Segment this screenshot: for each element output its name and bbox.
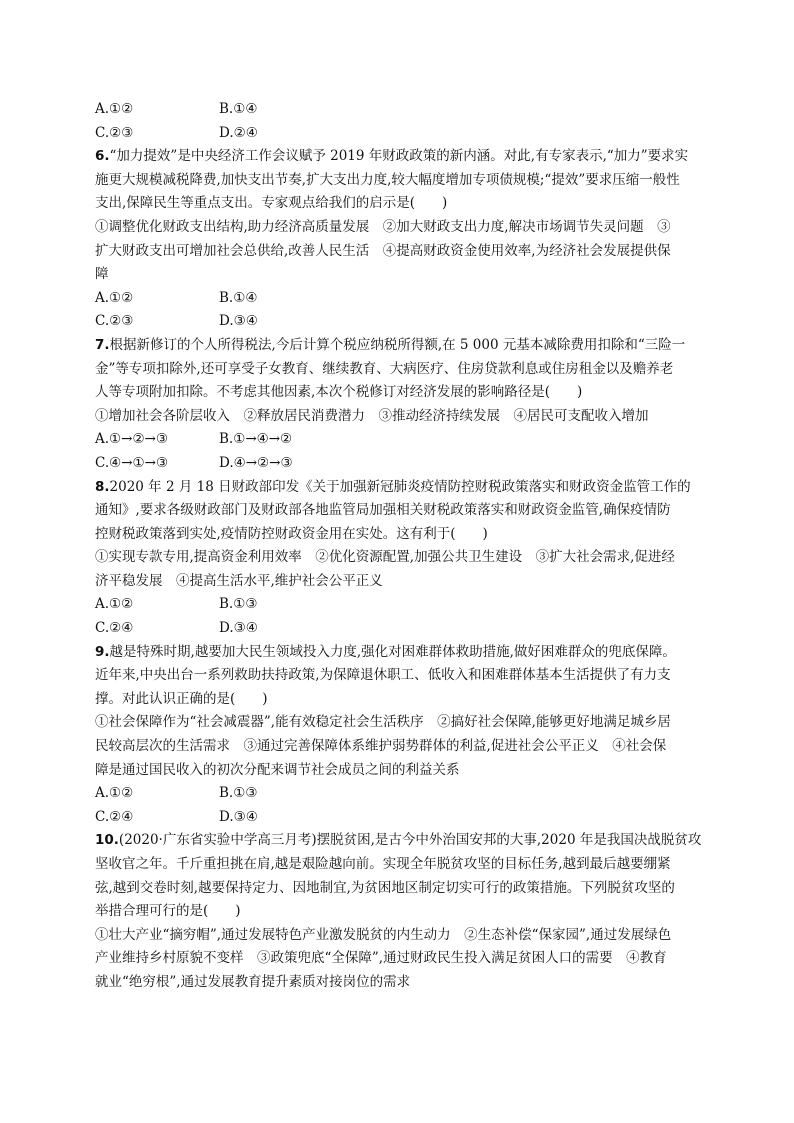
q5-option-d: D.②④	[219, 124, 258, 141]
q6-number: 6.	[95, 148, 110, 165]
q6-stem-line-2: 施更大规模减税降费,加快支出节奏,扩大支出力度,较大幅度增加专项债规模;“提效”要求压缩一般性	[95, 171, 680, 188]
q7-stem-text-1: 根据新修订的个人所得税法,今后计算个税应纳税所得额,在 5 000 元基本减除费用扣除和“三险一	[109, 336, 686, 353]
q7-option-c: C.④→①→③	[95, 454, 169, 471]
q7-option-b: B.①→④→②	[219, 431, 293, 448]
q10-stem-line-4: 举措合理可行的是( )	[95, 903, 241, 920]
q8-option-b: B.①③	[219, 596, 258, 613]
q7-number: 7.	[95, 336, 110, 353]
q10-items-line-3: 就业“绝穷根”,通过发展教育提升素质对接岗位的需求	[95, 973, 411, 990]
q10-items-line-1: ①壮大产业“摘穷帽”,通过发展特色产业激发脱贫的内生动力 ②生态补偿“保家园”,通过发展绿色	[95, 926, 672, 943]
q8-stem-line-2: 通知》,要求各级财政部门及财政部各地监管局加强相关财税政策落实和财政资金监管,确保疫情防	[95, 502, 671, 519]
q5-option-a: A.①②	[95, 101, 134, 117]
q6-items-line-1: ①调整优化财政支出结构,助力经济高质量发展 ②加大财政支出力度,解决市场调节失灵问题 ③	[95, 218, 671, 235]
q6-stem-text-1: “加力提效”是中央经济工作会议赋予 2019 年财政政策的新内涵。对此,有专家表示,“加力”要求实	[109, 148, 689, 165]
q7-options-row-2	[95, 452, 705, 476]
q7-items-line-1: ①增加社会各阶层收入 ②释放居民消费潜力 ③推动经济持续发展 ④居民可支配收入增加	[95, 407, 649, 424]
q7-stem-line-2: 金”等专项扣除外,还可享受子女教育、继续教育、大病医疗、住房贷款利息或住房租金以及赡养老	[95, 360, 674, 377]
q5-option-b: B.①④	[219, 101, 258, 117]
q6-items-line-2: 扩大财政支出可增加社会总供给,改善人民生活 ④提高财政资金使用效率,为经济社会发展提供保	[95, 242, 671, 259]
q8-stem-text-1: 2020 年 2 月 18 日财政部印发《关于加强新冠肺炎疫情防控财税政策落实和财政资金监管工作的	[109, 478, 691, 495]
q5-options-row-2	[95, 122, 705, 146]
q8-items-line-1: ①实现专款专用,提高资金利用效率 ②优化资源配置,加强公共卫生建设 ③扩大社会需求,促进经	[95, 549, 675, 566]
q8-items-line-2: 济平稳发展 ④提高生活水平,维护社会公平正义	[95, 572, 383, 589]
q8-options-row-1	[95, 593, 705, 617]
q7-stem-line-1	[95, 334, 705, 358]
q8-number: 8.	[95, 478, 110, 495]
q9-stem-line-2: 近年来,中央出台一系列救助扶持政策,为保障退休职工、低收入和困难群体基本生活提供了有力支	[95, 667, 671, 684]
q9-option-c: C.②④	[95, 808, 134, 825]
q10-items-line-2: 产业维持乡村原貌不变样 ③政策兜底“全保障”,通过财政民生投入满足贫困人口的需要 ④教育	[95, 950, 667, 967]
q8-option-c: C.②④	[95, 620, 134, 637]
q9-items-line-3: 障是通过国民收入的初次分配来调节社会成员之间的利益关系	[95, 761, 460, 778]
q8-option-a: A.①②	[95, 596, 134, 613]
q6-options-row-1	[95, 287, 705, 311]
q6-stem-line-1	[95, 145, 705, 169]
q8-option-d: D.③④	[219, 620, 258, 637]
q7-option-a: A.①→②→③	[95, 431, 168, 448]
q9-items-line-2: 民较高层次的生活需求 ③通过完善保障体系维护弱势群体的利益,促进社会公平正义 ④社会保	[95, 738, 667, 755]
q9-stem-line-3: 撑。对此认识正确的是( )	[95, 690, 268, 707]
q8-stem-line-3: 控财税政策落到实处,疫情防控财政资金用在实处。这有利于( )	[95, 525, 488, 542]
q10-stem-text-1: (2020·广东省实验中学高三月考)摆脱贫困,是古今中外治国安邦的大事,2020 年是我国决战脱贫攻	[118, 832, 702, 849]
q6-options-row-2	[95, 310, 705, 334]
q7-options-row-1	[95, 428, 705, 452]
q9-items-line-1: ①社会保障作为“社会减震器”,能有效稳定社会生活秩序 ②搞好社会保障,能够更好地满足城乡居	[95, 714, 671, 731]
q9-option-d: D.③④	[219, 808, 258, 825]
q6-items-line-3: 障	[95, 266, 109, 283]
q9-number: 9.	[95, 643, 110, 660]
q6-stem-line-3: 支出,保障民生等重点支出。专家观点给我们的启示是( )	[95, 195, 448, 212]
q7-stem-line-3: 人等专项附加扣除。不考虑其他因素,本次个税修订对经济发展的影响路径是( )	[95, 384, 583, 401]
q8-options-row-2	[95, 617, 705, 641]
q9-options-row-1	[95, 782, 705, 806]
q10-stem-line-3: 弦,越到交卷时刻,越要保持定力、因地制宜,为贫困地区制定切实可行的政策措施。下列脱贫攻坚的	[95, 879, 675, 896]
q6-option-d: D.③④	[219, 313, 258, 330]
q9-option-b: B.①③	[219, 785, 258, 802]
q10-stem-line-1	[95, 829, 705, 853]
q9-stem-line-1	[95, 641, 705, 665]
q9-option-a: A.①②	[95, 785, 134, 802]
exam-page	[95, 98, 705, 995]
q10-number: 10.	[95, 832, 119, 849]
q5-option-c: C.②③	[95, 124, 134, 141]
q10-stem-line-2: 坚收官之年。千斤重担挑在肩,越是艰险越向前。实现全年脱贫攻坚的目标任务,越到最后越要绷紧	[95, 856, 671, 872]
q6-option-a: A.①②	[95, 289, 134, 306]
q9-stem-text-1: 越是特殊时期,越要加大民生领域投入力度,强化对困难群体救助措施,做好困难群众的兜底保障。	[109, 643, 676, 660]
q6-option-b: B.①④	[219, 289, 258, 306]
q5-options-row-1	[95, 98, 705, 122]
q8-stem-line-1	[95, 476, 705, 500]
q6-option-c: C.②③	[95, 313, 134, 330]
q7-option-d: D.④→②→③	[219, 454, 293, 471]
q9-options-row-2	[95, 806, 705, 830]
